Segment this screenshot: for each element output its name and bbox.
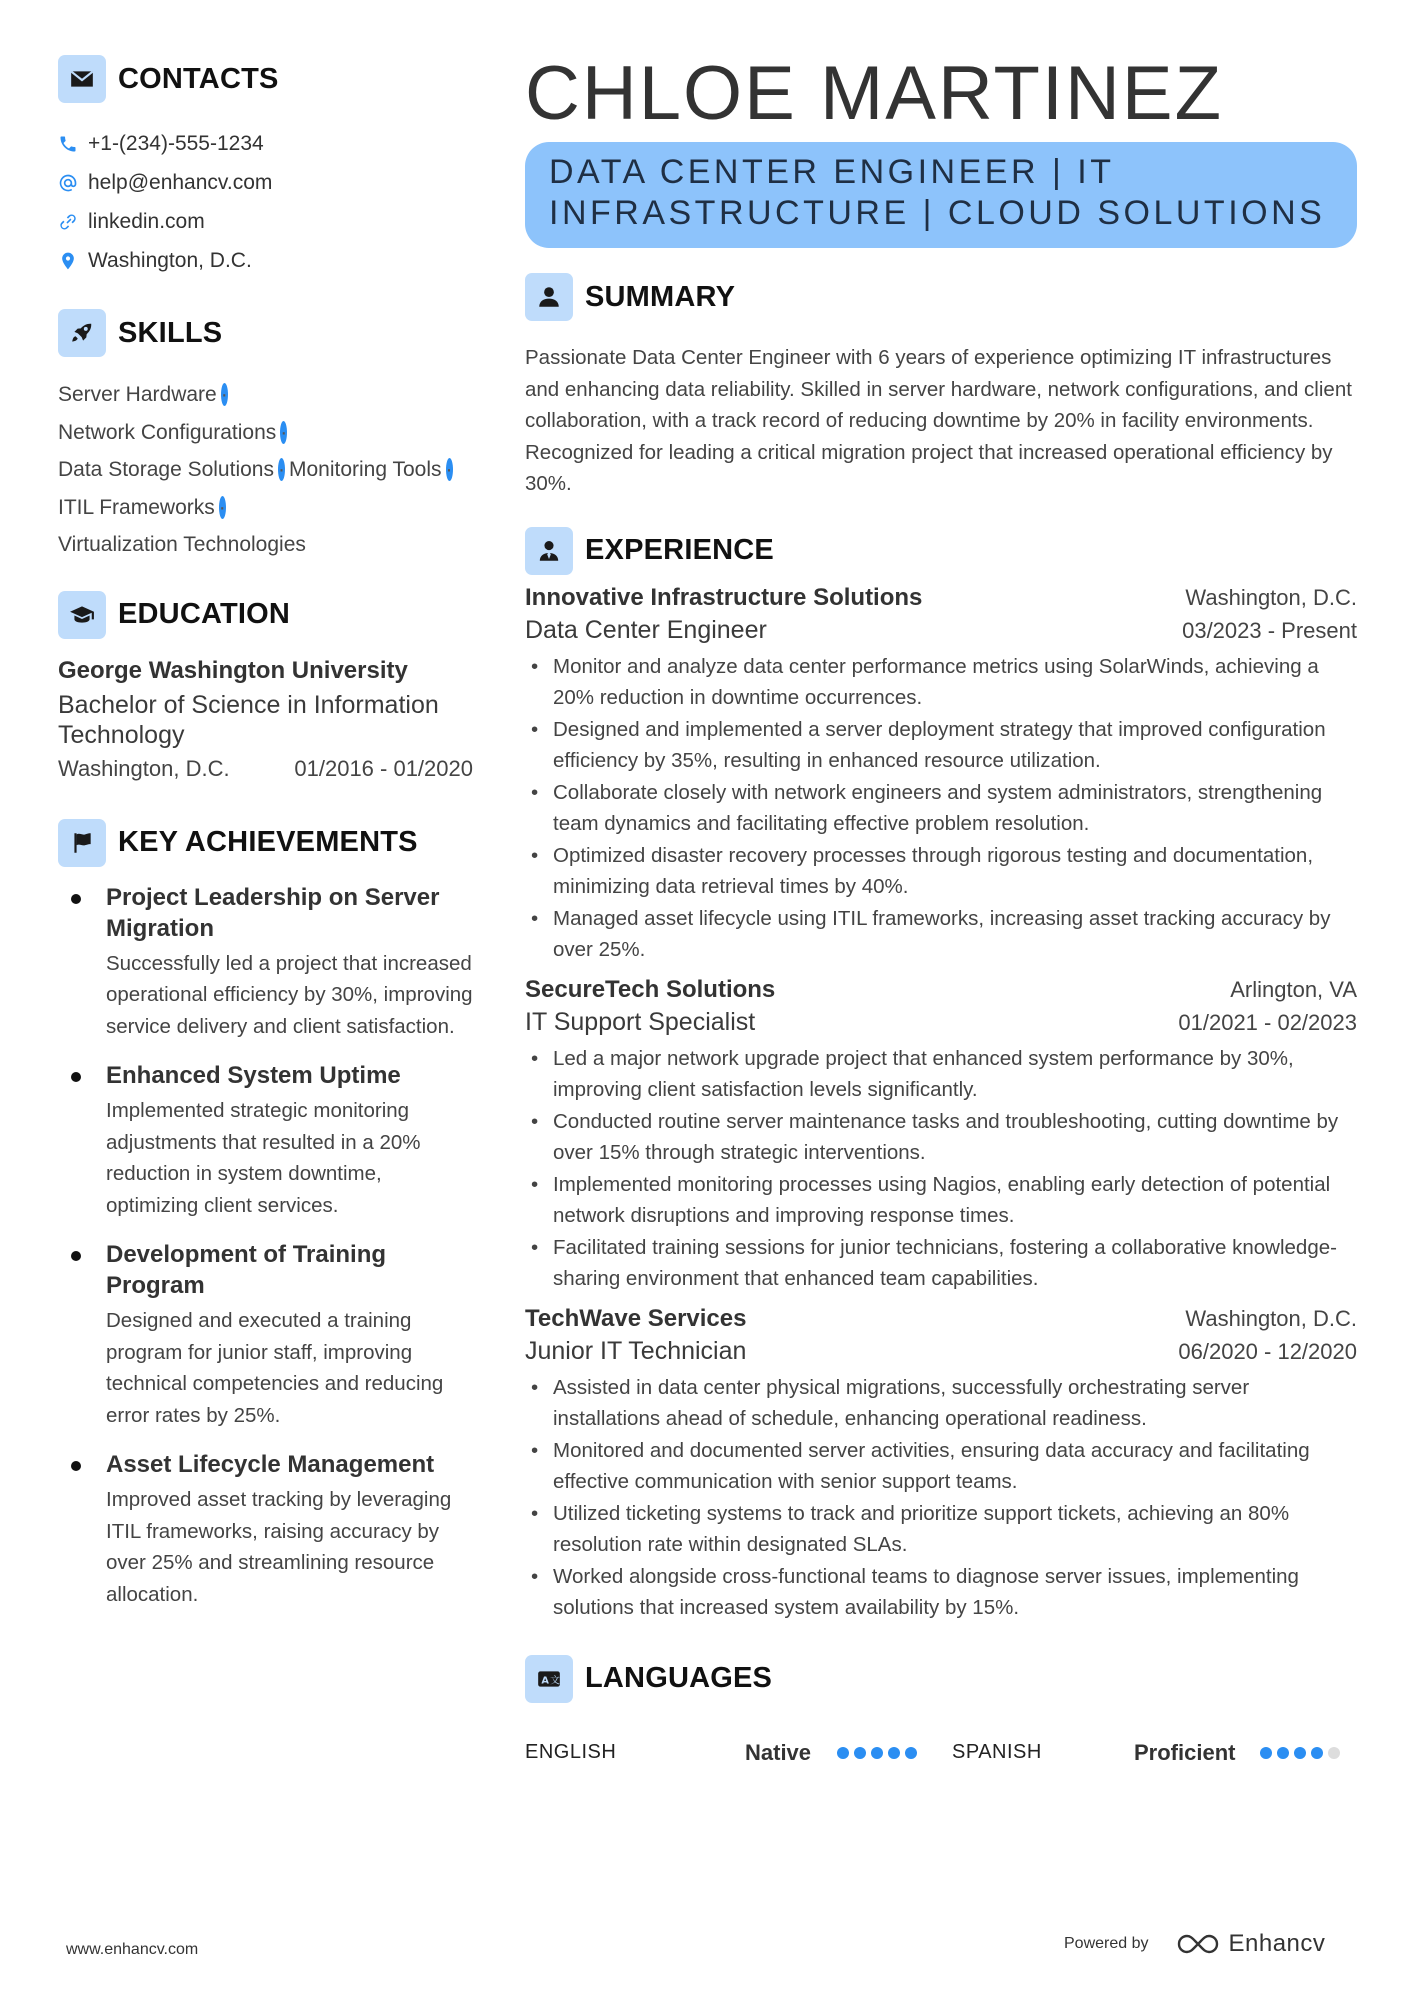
enhancv-logo-icon xyxy=(1175,1931,1221,1957)
achievements-header xyxy=(58,818,478,868)
rating-dot-filled xyxy=(837,1747,849,1759)
job-header xyxy=(525,976,1357,1004)
footer-website[interactable]: www.enhancv.com xyxy=(66,1941,199,1958)
job-header xyxy=(525,584,1357,612)
rating-dot-filled xyxy=(854,1747,866,1759)
job-bullet: • Optimized disaster recovery processes through rigorous testing and documentation, minimizing data retrieval times by 40%. xyxy=(525,840,1357,903)
job-bullet: • Led a major network upgrade project that enhanced system performance by 30%, improving client satisfaction levels significantly. xyxy=(525,1043,1357,1106)
language-rating xyxy=(837,1747,917,1759)
achievements-list xyxy=(58,882,478,1611)
enhancv-brand: Enhancv xyxy=(1228,1930,1326,1957)
contact-list xyxy=(58,124,478,280)
education-school: George Washington University xyxy=(58,656,408,684)
job-subheader xyxy=(525,1337,1357,1366)
education-heading: EDUCATION xyxy=(118,598,291,630)
summary-heading: SUMMARY xyxy=(585,280,736,313)
skill-separator: · xyxy=(280,420,288,444)
contact-phone[interactable] xyxy=(58,124,478,163)
envelope-icon xyxy=(58,55,106,103)
language-name: ENGLISH xyxy=(525,1741,617,1763)
job-bullets xyxy=(525,1372,1357,1624)
graduation-cap-icon xyxy=(58,591,106,639)
job-role: Junior IT Technician xyxy=(525,1336,747,1365)
skill-separator: · xyxy=(220,383,228,406)
achievement-title: Asset Lifecycle Management xyxy=(106,1451,435,1478)
job-bullets xyxy=(525,1043,1357,1295)
translate-icon xyxy=(525,1655,573,1703)
contact-phone-text: +1-(234)-555-1234 xyxy=(88,131,264,155)
rating-dot-filled xyxy=(905,1747,917,1759)
skill-item: Monitoring Tools xyxy=(288,458,442,481)
job-title-line: INFRASTRUCTURE | CLOUD SOLUTIONS xyxy=(549,194,1326,232)
rating-dot-empty xyxy=(1328,1747,1340,1759)
job-header xyxy=(525,1305,1357,1333)
job-bullet: • Monitored and documented server activities, ensuring data accuracy and facilitating effective communication with senior support teams. xyxy=(525,1435,1357,1498)
language-name: SPANISH xyxy=(952,1741,1042,1763)
language-level: Native xyxy=(745,1739,812,1765)
bullet-dot xyxy=(71,1251,81,1261)
svg-text:文: 文 xyxy=(550,1674,560,1686)
job-role: Data Center Engineer xyxy=(525,615,767,644)
at-sign-icon xyxy=(58,173,78,193)
achievement-desc: Designed and executed a training program for junior staff, improving technical competencies and reducing error rates by 25%. xyxy=(106,1309,444,1427)
achievement-item xyxy=(58,1449,478,1610)
skill-item: Server Hardware xyxy=(58,383,217,406)
job-company: SecureTech Solutions xyxy=(525,975,776,1003)
achievement-item xyxy=(58,1239,478,1431)
rating-dot-filled xyxy=(1294,1747,1306,1759)
job-subheader xyxy=(525,1008,1357,1037)
job-bullet: • Collaborate closely with network engineers and system administrators, strengthening team dynamics and facilitating effective problem resolution. xyxy=(525,777,1357,840)
education-meta xyxy=(58,756,473,782)
skills-line xyxy=(58,376,478,414)
powered-by-label: Powered by xyxy=(1064,1935,1149,1952)
skill-item: Network Configurations xyxy=(58,420,277,444)
rating-dot-filled xyxy=(871,1747,883,1759)
bullet-dot xyxy=(71,1072,81,1082)
job-location: Arlington, VA xyxy=(1230,976,1357,1002)
education-dates: 01/2016 - 01/2020 xyxy=(294,755,473,781)
skills-line xyxy=(58,414,478,452)
job-dates: 06/2020 - 12/2020 xyxy=(1178,1338,1357,1364)
skills-line xyxy=(58,489,478,527)
achievement-desc: Improved asset tracking by leveraging ITIL frameworks, raising accuracy by over 25% and streamlining resource allocation. xyxy=(106,1488,452,1606)
education-header xyxy=(58,590,478,640)
languages-row xyxy=(525,1738,1357,1768)
job-bullet: • Implemented monitoring processes using Nagios, enabling early detection of potential network disruptions and improving response times. xyxy=(525,1169,1357,1232)
job-title-band xyxy=(525,142,1357,248)
skills-heading: SKILLS xyxy=(118,316,223,349)
job-bullet: • Designed and implemented a server deployment strategy that improved configuration efficiency by 35%, resulting in enhanced resource utilization. xyxy=(525,714,1357,777)
rating-dot-filled xyxy=(1277,1747,1289,1759)
bullet-dot xyxy=(71,1461,81,1471)
job-location: Washington, D.C. xyxy=(1185,584,1357,610)
left-column xyxy=(58,54,478,1628)
skill-item: ITIL Frameworks xyxy=(58,495,215,519)
job-bullet: • Facilitated training sessions for junior technicians, fostering a collaborative knowledge-sharing environment that enhanced team capabilities. xyxy=(525,1232,1357,1295)
job-entry xyxy=(525,1305,1357,1624)
contact-location xyxy=(58,241,478,280)
skill-separator: · xyxy=(218,495,226,519)
language-rating xyxy=(1260,1747,1340,1759)
job-entry xyxy=(525,976,1357,1295)
rating-dot-filled xyxy=(1260,1747,1272,1759)
job-bullet: • Monitor and analyze data center performance metrics using SolarWinds, achieving a 20% reduction in downtime occurrences. xyxy=(525,651,1357,714)
job-bullet: • Managed asset lifecycle using ITIL frameworks, increasing asset tracking accuracy by over 25%. xyxy=(525,903,1357,966)
languages-heading: LANGUAGES xyxy=(585,1662,773,1694)
achievement-desc: Implemented strategic monitoring adjustments that resulted in a 20% reduction in system downtime, optimizing client services. xyxy=(106,1099,421,1217)
education-degree: Bachelor of Science in Information Technology xyxy=(58,690,439,749)
flag-icon xyxy=(58,819,106,867)
achievement-desc: Successfully led a project that increased operational efficiency by 30%, improving service delivery and client satisfaction. xyxy=(106,951,473,1038)
job-title-line: DATA CENTER ENGINEER | IT xyxy=(549,153,1115,191)
languages-header xyxy=(525,1654,1357,1704)
contact-linkedin-text: linkedin.com xyxy=(88,209,205,233)
rating-dot-filled xyxy=(1311,1747,1323,1759)
job-bullet: • Utilized ticketing systems to track and prioritize support tickets, achieving an 80% resolution rate within designated SLAs. xyxy=(525,1498,1357,1561)
achievement-title: Enhanced System Uptime xyxy=(106,1062,401,1089)
contact-linkedin[interactable] xyxy=(58,202,478,241)
map-pin-icon xyxy=(58,251,78,271)
summary-text: Passionate Data Center Engineer with 6 years of experience optimizing IT infrastructures and enhancing data reliability. Skilled in server hardware, network configurations, and client collaboration, with a track record of reducing downtime by 20% in facility environments. Recognized for leading a critical migration project that increased operational efficiency by 30%. xyxy=(525,346,1352,495)
skill-separator: · xyxy=(445,458,453,481)
job-dates: 01/2021 - 02/2023 xyxy=(1178,1009,1357,1035)
footer-brand xyxy=(1064,1930,1325,1958)
job-location: Washington, D.C. xyxy=(1185,1305,1357,1331)
job-role: IT Support Specialist xyxy=(525,1007,756,1036)
skills-header xyxy=(58,308,478,358)
skills-line xyxy=(58,526,478,564)
experience-heading: EXPERIENCE xyxy=(585,534,774,566)
achievement-item xyxy=(58,1060,478,1221)
job-bullet: • Worked alongside cross-functional teams to diagnose server issues, implementing solutions that increased system availability by 15%. xyxy=(525,1561,1357,1624)
right-column xyxy=(525,48,1357,1768)
job-company: Innovative Infrastructure Solutions xyxy=(525,583,923,611)
user-icon xyxy=(525,273,573,321)
job-bullet: • Assisted in data center physical migrations, successfully orchestrating server installations ahead of schedule, enhancing operational readiness. xyxy=(525,1372,1357,1435)
experience-header xyxy=(525,526,1357,576)
contact-location-text: Washington, D.C. xyxy=(88,248,252,272)
phone-icon xyxy=(58,134,78,154)
job-company: TechWave Services xyxy=(525,1304,747,1332)
contact-email-text: help@enhancv.com xyxy=(88,170,273,194)
svg-text:A: A xyxy=(541,1674,549,1686)
briefcase-user-icon xyxy=(525,527,573,575)
education-location: Washington, D.C. xyxy=(58,755,230,781)
job-bullet: • Conducted routine server maintenance tasks and troubleshooting, cutting downtime by over 15% through strategic interventions. xyxy=(525,1106,1357,1169)
job-subheader xyxy=(525,616,1357,645)
skill-separator: · xyxy=(277,458,285,481)
contact-email[interactable] xyxy=(58,163,478,202)
summary-header xyxy=(525,272,1357,322)
skills-list xyxy=(58,376,478,564)
candidate-name: CHLOE MARTINEZ xyxy=(525,51,1224,136)
education-entry xyxy=(58,654,478,782)
skills-line xyxy=(58,451,478,489)
rating-dot-filled xyxy=(888,1747,900,1759)
skill-item: Virtualization Technologies xyxy=(58,533,306,556)
job-dates: 03/2023 - Present xyxy=(1182,617,1357,643)
achievement-title: Project Leadership on Server Migration xyxy=(106,883,440,942)
contacts-heading: CONTACTS xyxy=(118,62,279,95)
achievement-item xyxy=(58,882,478,1043)
skill-item: Data Storage Solutions xyxy=(58,458,274,481)
job-entry xyxy=(525,584,1357,966)
rocket-icon xyxy=(58,309,106,357)
link-icon xyxy=(58,212,78,232)
bullet-dot xyxy=(71,894,81,904)
achievements-heading: KEY ACHIEVEMENTS xyxy=(118,826,418,858)
achievement-title: Development of Training Program xyxy=(106,1241,387,1299)
contacts-header xyxy=(58,54,478,104)
job-bullets xyxy=(525,651,1357,966)
language-level: Proficient xyxy=(1134,1739,1236,1765)
